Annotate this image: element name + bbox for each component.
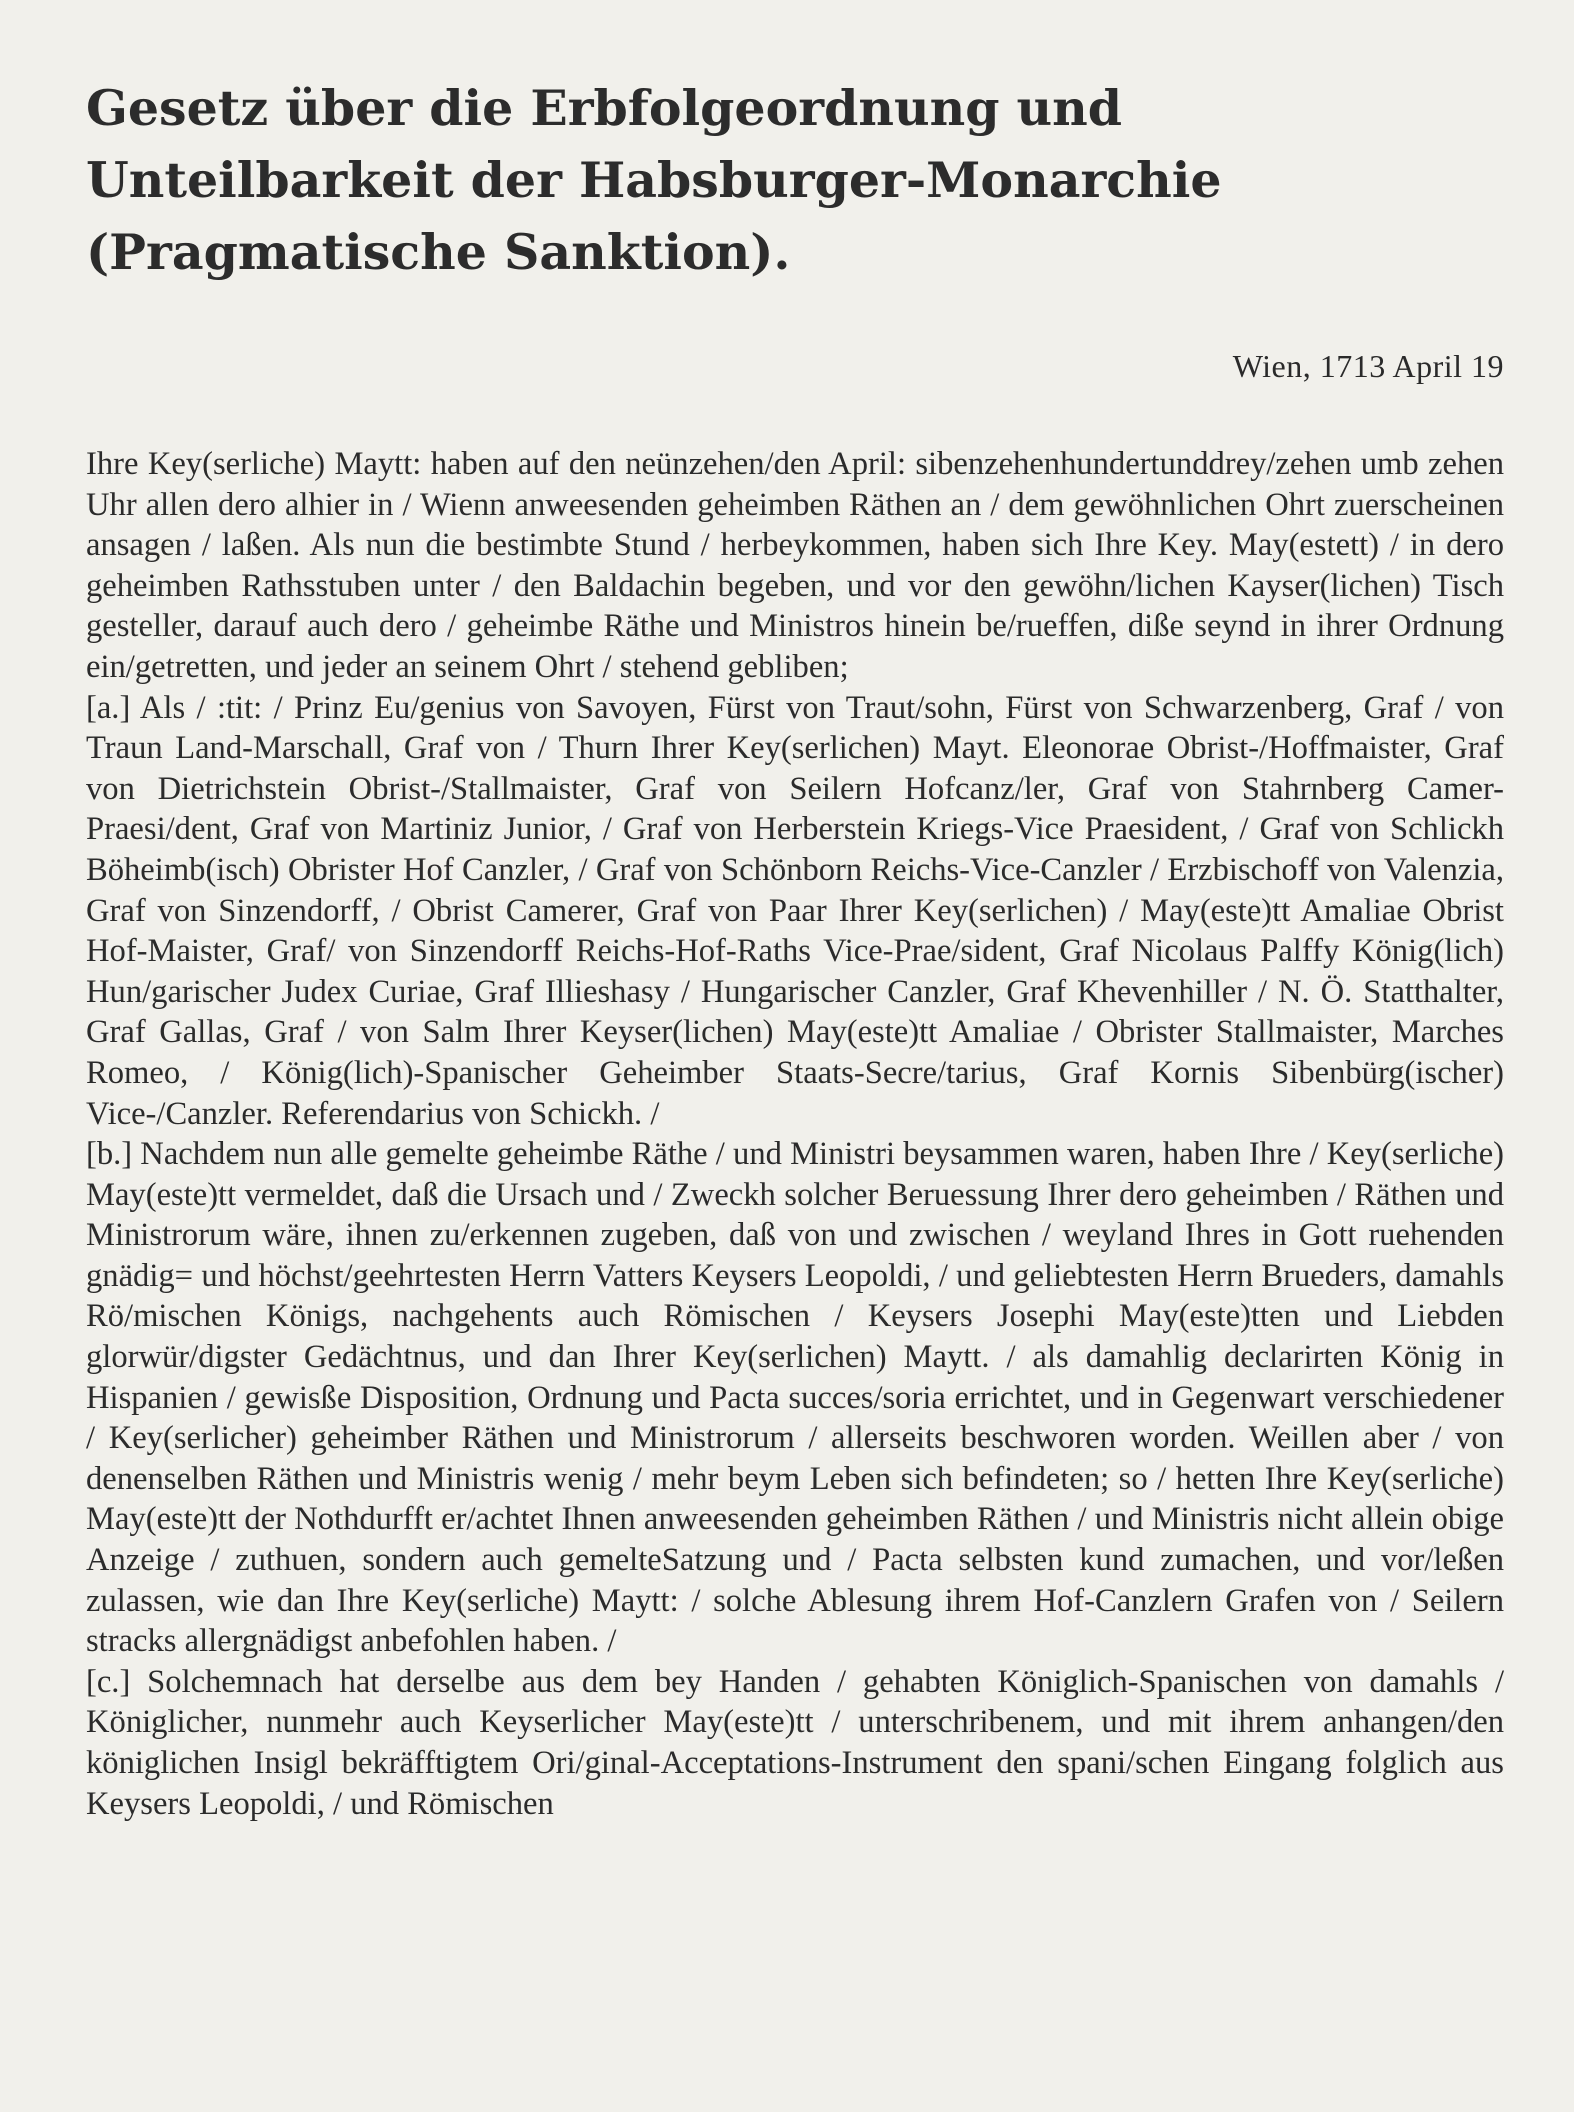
paragraph-intro: Ihre Key(serliche) Maytt: haben auf den neünzehen/den April: sibenzehenhundertunddrey/zehen umb zehen Uhr allen dero alhier in / Wienn anweesenden geheimben Räthen an / dem gewöhnlichen Ohrt zuerscheinen ansagen / laßen. Als nun die bestimbte Stund / herbeykommen, haben sich Ihre Key. May(estett) / in dero geheimben Rathsstuben unter / den Baldachin begeben, und vor den gewöhn/lichen Kayser(lichen) Tisch gesteller, darauf auch dero / geheimbe Räthe und Ministros hinein be/rueffen, diße seynd in ihrer Ordnung ein/getretten, und jeder an seinem Ohrt / stehend gebliben; bbox=[86, 446, 1504, 685]
document-page bbox=[86, 72, 1504, 1824]
paragraph-c: [c.] Solchemnach hat derselbe aus dem bey Handen / gehabten Königlich-Spanischen von damahls / Königlicher, nunmehr auch Keyserlicher May(este)tt / unterschribenem, und mit ihrem anhangen/den königlichen Insigl bekräfftigtem Ori/ginal-Acceptations-Instrument den spani/schen Eingang folglich aus Keysers Leopoldi, / und Römischen bbox=[86, 1663, 1504, 1822]
title-line-3: (Pragmatische Sanktion). bbox=[86, 223, 791, 281]
document-title bbox=[86, 72, 1386, 288]
title-line-2: Unteilbarkeit der Habsburger-Monarchie bbox=[86, 151, 1222, 209]
paragraph-b: [b.] Nachdem nun alle gemelte geheimbe Räthe / und Ministri beysammen waren, haben Ihre / Key(serliche) May(este)tt vermeldet, daß die Ursach und / Zweckh solcher Beruessung Ihrer dero geheimben / Räthen und Ministrorum wäre, ihnen zu/erkennen zugeben, daß von und zwischen / weyland Ihres in Gott ruehenden gnädig= und höchst/geehrtesten Herrn Vatters Keysers Leopoldi, / und geliebtesten Herrn Brueders, damahls Rö/mischen Königs, nachgehents auch Römischen / Keysers Josephi May(este)tten und Liebden glorwür/digster Gedächtnus, und dan Ihrer Key(serlichen) Maytt. / als damahlig declarirten König in Hispanien / gewisße Disposition, Ordnung und Pacta succes/soria errichtet, und in Gegenwart verschiedener / Key(serlicher) geheimber Räthen und Ministrorum / allerseits beschworen worden. Weillen aber / von denenselben Räthen und Ministris wenig / mehr beym Leben sich befindeten; so / hetten Ihre Key(serliche) May(este)tt der Nothdurfft er/achtet Ihnen anweesenden geheimben Räthen / und Ministris nicht allein obige Anzeige / zuthuen, sondern auch gemelteSatzung und / Pacta selbsten kund zumachen, und vor/leßen zulassen, wie dan Ihre Key(serliche) Maytt: / solche Ablesung ihrem Hof-Canzlern Grafen von / Seilern stracks allergnädigst anbefohlen haben. / bbox=[86, 1136, 1504, 1660]
document-body bbox=[86, 444, 1504, 1824]
dateline: Wien, 1713 April 19 bbox=[1232, 348, 1504, 384]
paragraph-a: [a.] Als / :tit: / Prinz Eu/genius von Savoyen, Fürst von Traut/sohn, Fürst von Schwarzenberg, Graf / von Traun Land-Marschall, Graf von / Thurn Ihrer Key(serlichen) Mayt. Eleonorae Obrist-/Hoffmaister, Graf von Dietrichstein Obrist-/Stallmaister, Graf von Seilern Hofcanz/ler, Graf von Stahrnberg Camer-Praesi/dent, Graf von Martiniz Junior, / Graf von Herberstein Kriegs-Vice Praesident, / Graf von Schlickh Böheimb(isch) Obrister Hof Canzler, / Graf von Schönborn Reichs-Vice-Canzler / Erzbischoff von Valenzia, Graf von Sinzendorff, / Obrist Camerer, Graf von Paar Ihrer Key(serlichen) / May(este)tt Amaliae Obrist Hof-Maister, Graf/ von Sinzendorff Reichs-Hof-Raths Vice-Prae/sident, Graf Nicolaus Palffy König(lich) Hun/garischer Judex Curiae, Graf Illieshasy / Hungarischer Canzler, Graf Khevenhiller / N. Ö. Statthalter, Graf Gallas, Graf / von Salm Ihrer Keyser(lichen) May(este)tt Amaliae / Obrister Stallmaister, Marches Romeo, / König(lich)-Spanischer Geheimber Staats-Secre/tarius, Graf Kornis Sibenbürg(ischer) Vice-/Canzler. Referendarius von Schickh. / bbox=[86, 689, 1504, 1132]
title-line-1: Gesetz über die Erbfolgeordnung und bbox=[86, 79, 1123, 137]
